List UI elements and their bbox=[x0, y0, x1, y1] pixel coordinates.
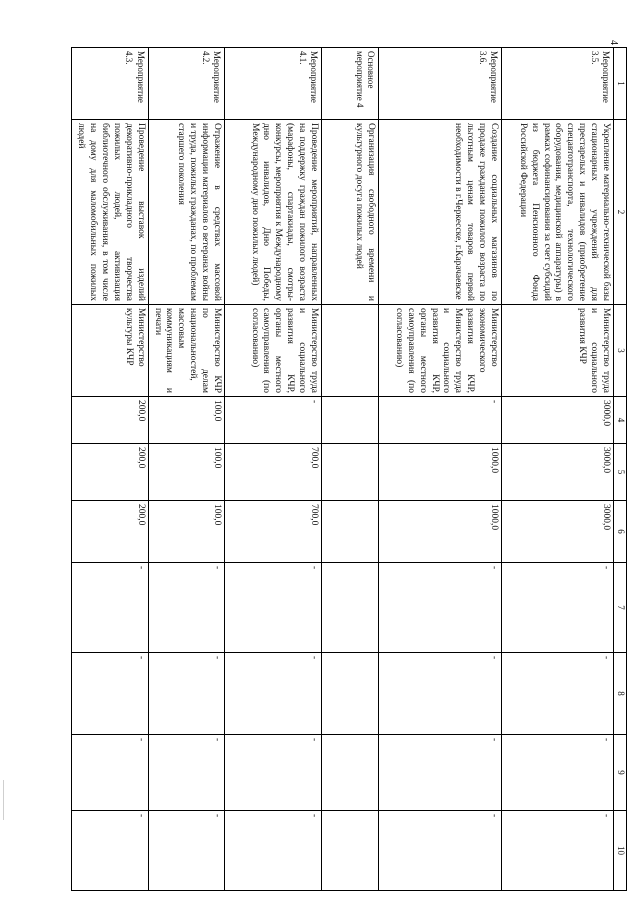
value-col10: - bbox=[225, 811, 322, 891]
value-col8: - bbox=[72, 653, 148, 735]
col-header: 2 bbox=[614, 120, 627, 305]
measure-executor: Министерство культуры КЧР bbox=[72, 305, 148, 397]
value-col10: - bbox=[502, 811, 614, 891]
value-col8 bbox=[322, 653, 379, 735]
value-col6 bbox=[322, 501, 379, 563]
value-col5: 3000,0 bbox=[502, 444, 614, 501]
value-col10: - bbox=[379, 811, 502, 891]
measure-description: Отражение в средствах массовой информации материалов о ветеранах войны и труда, пожилых гражданах, по проблемам старшего поколения bbox=[148, 120, 224, 305]
col-header: 7 bbox=[614, 563, 627, 653]
measures-table bbox=[72, 47, 628, 891]
value-col9: - bbox=[379, 735, 502, 811]
table-row bbox=[322, 48, 379, 891]
value-col10: - bbox=[72, 811, 148, 891]
value-col7: - bbox=[72, 563, 148, 653]
value-col5: 200,0 bbox=[72, 444, 148, 501]
value-col9 bbox=[322, 735, 379, 811]
measure-description: Создание социальных магазинов по продаже гражданам пожилого возраста по льготным ценам товаров первой необходимости в г.Черкесске, г.Карачаевске bbox=[379, 120, 502, 305]
scan-edge-mark bbox=[3, 780, 4, 820]
measure-executor: Министерство КЧР по делам национальностей, массовым коммуникациям и печати bbox=[148, 305, 224, 397]
value-col5: 700,0 bbox=[225, 444, 322, 501]
value-col4: 200,0 bbox=[72, 397, 148, 444]
value-col9: - bbox=[502, 735, 614, 811]
col-header: 9 bbox=[614, 735, 627, 811]
col-header: 4 bbox=[614, 397, 627, 444]
value-col8: - bbox=[148, 653, 224, 735]
value-col7: - bbox=[502, 563, 614, 653]
value-col4: 3000,0 bbox=[502, 397, 614, 444]
value-col7: - bbox=[379, 563, 502, 653]
value-col10 bbox=[322, 811, 379, 891]
measure-executor: Министерство труда и социального развития КЧР, органы местного самоуправления (по согласованию) bbox=[225, 305, 322, 397]
value-col7: - bbox=[225, 563, 322, 653]
value-col6: 1000,0 bbox=[379, 501, 502, 563]
page-number: 4 bbox=[608, 40, 619, 45]
value-col4: - bbox=[225, 397, 322, 444]
rotated-table-sheet bbox=[24, 47, 627, 890]
col-header: 6 bbox=[614, 501, 627, 563]
value-col6: 3000,0 bbox=[502, 501, 614, 563]
col-header: 10 bbox=[614, 811, 627, 891]
value-col5: 1000,0 bbox=[379, 444, 502, 501]
measure-description: Проведение мероприятий, направленных на поддержку граждан пожилого возраста (марафоны, спартакиады, смотры-конкурсы, мероприятия к Международному дню инвалидов, Дню Победы, Международному дню пожилых людей) bbox=[225, 120, 322, 305]
measure-id: Мероприятие 4.3. bbox=[72, 48, 148, 120]
value-col4 bbox=[322, 397, 379, 444]
measure-executor bbox=[322, 305, 379, 397]
value-col7: - bbox=[148, 563, 224, 653]
value-col4: - bbox=[379, 397, 502, 444]
value-col6: 100,0 bbox=[148, 501, 224, 563]
value-col5: 100,0 bbox=[148, 444, 224, 501]
table-row bbox=[502, 48, 614, 891]
value-col8: - bbox=[502, 653, 614, 735]
value-col8: - bbox=[225, 653, 322, 735]
value-col8: - bbox=[379, 653, 502, 735]
value-col10: - bbox=[148, 811, 224, 891]
measure-description: Организация свободного времени и культурного досуга пожилых людей bbox=[322, 120, 379, 305]
measure-id: Мероприятие 4.2. bbox=[148, 48, 224, 120]
value-col9: - bbox=[148, 735, 224, 811]
measure-executor: Министерство труда и социального развития КЧР bbox=[502, 305, 614, 397]
table-row bbox=[225, 48, 322, 891]
measure-id: Основное мероприятие 4 bbox=[322, 48, 379, 120]
value-col9: - bbox=[225, 735, 322, 811]
value-col6: 200,0 bbox=[72, 501, 148, 563]
measure-id: Мероприятие 3.6. bbox=[379, 48, 502, 120]
value-col4: 100,0 bbox=[148, 397, 224, 444]
table-row bbox=[379, 48, 502, 891]
col-header: 3 bbox=[614, 305, 627, 397]
col-header: 5 bbox=[614, 444, 627, 501]
measure-description: Проведение выставок изделий декоративно-прикладного творчества пожилых людей, активизация библиотечного обслуживания, в том числе на дому для маломобильных пожилых людей bbox=[72, 120, 148, 305]
value-col7 bbox=[322, 563, 379, 653]
value-col6: 700,0 bbox=[225, 501, 322, 563]
table-row bbox=[72, 48, 148, 891]
measure-executor: Министерство экономического развития КЧР, Министерство труда и социального развития КЧР, органы местного самоуправления (по согласованию) bbox=[379, 305, 502, 397]
column-number-row bbox=[614, 48, 627, 891]
col-header: 1 bbox=[614, 48, 627, 120]
measure-id: Мероприятие 4.1. bbox=[225, 48, 322, 120]
measure-id: Мероприятие 3.5. bbox=[502, 48, 614, 120]
value-col5 bbox=[322, 444, 379, 501]
col-header: 8 bbox=[614, 653, 627, 735]
measure-description: Укрепление материально-технической базы стационарных учреждений для престарелых и инвалидов (приобретение спецавтотранспорта, технологического оборудования, медицинской аппаратуры) в рамках софинансирования за счет субсидий из бюджета Пенсионного Фонда Российской Федерации bbox=[502, 120, 614, 305]
value-col9: - bbox=[72, 735, 148, 811]
table-row bbox=[148, 48, 224, 891]
